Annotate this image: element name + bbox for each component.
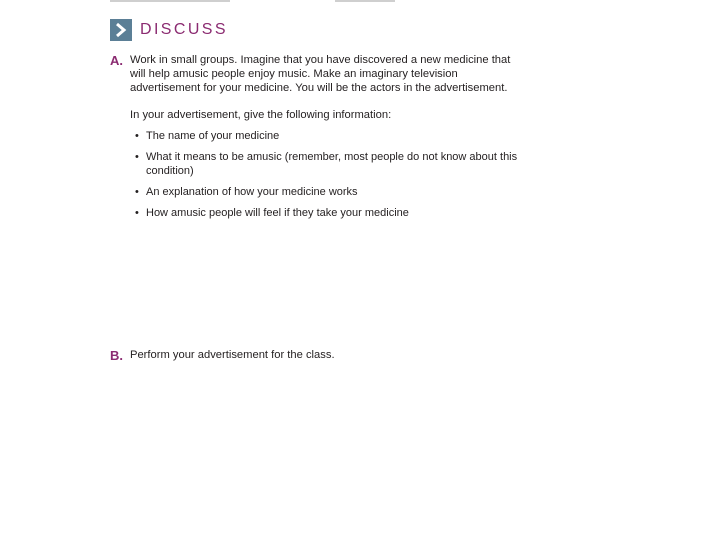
list-item (130, 150, 522, 178)
chevron-right-icon (110, 19, 132, 41)
list-item (130, 129, 522, 143)
bullet-icon: • (135, 186, 139, 198)
bullet-icon: • (135, 151, 139, 163)
task-letter: B. (110, 348, 123, 363)
list-item (130, 206, 522, 220)
list-item (130, 185, 522, 199)
list-item-text: What it means to be amusic (remember, most people do not know about this condition) (146, 151, 518, 177)
task-instructions: Work in small groups. Imagine that you have discovered a new medicine that will help amusic people enjoy music. Make an imaginary television advertisement for your medicine. You will be the actors in the advertisement. (130, 54, 511, 94)
task-instructions: Perform your advertisement for the class. (130, 349, 335, 361)
list-item-text: The name of your medicine (146, 130, 280, 142)
list-item-text: An explanation of how your medicine works (146, 186, 358, 198)
bullet-icon: • (135, 207, 139, 219)
bullet-list (130, 129, 522, 220)
top-rule-left (110, 0, 230, 2)
bullet-icon: • (135, 130, 139, 142)
task-subheading: In your advertisement, give the following information: (130, 109, 392, 121)
task-letter: A. (110, 53, 123, 68)
list-item-text: How amusic people will feel if they take your medicine (146, 207, 409, 219)
task-body (130, 53, 522, 220)
section-header (110, 18, 228, 42)
top-rule-right (335, 0, 395, 2)
task-body (130, 348, 522, 362)
section-title: DISCUSS (140, 21, 228, 38)
